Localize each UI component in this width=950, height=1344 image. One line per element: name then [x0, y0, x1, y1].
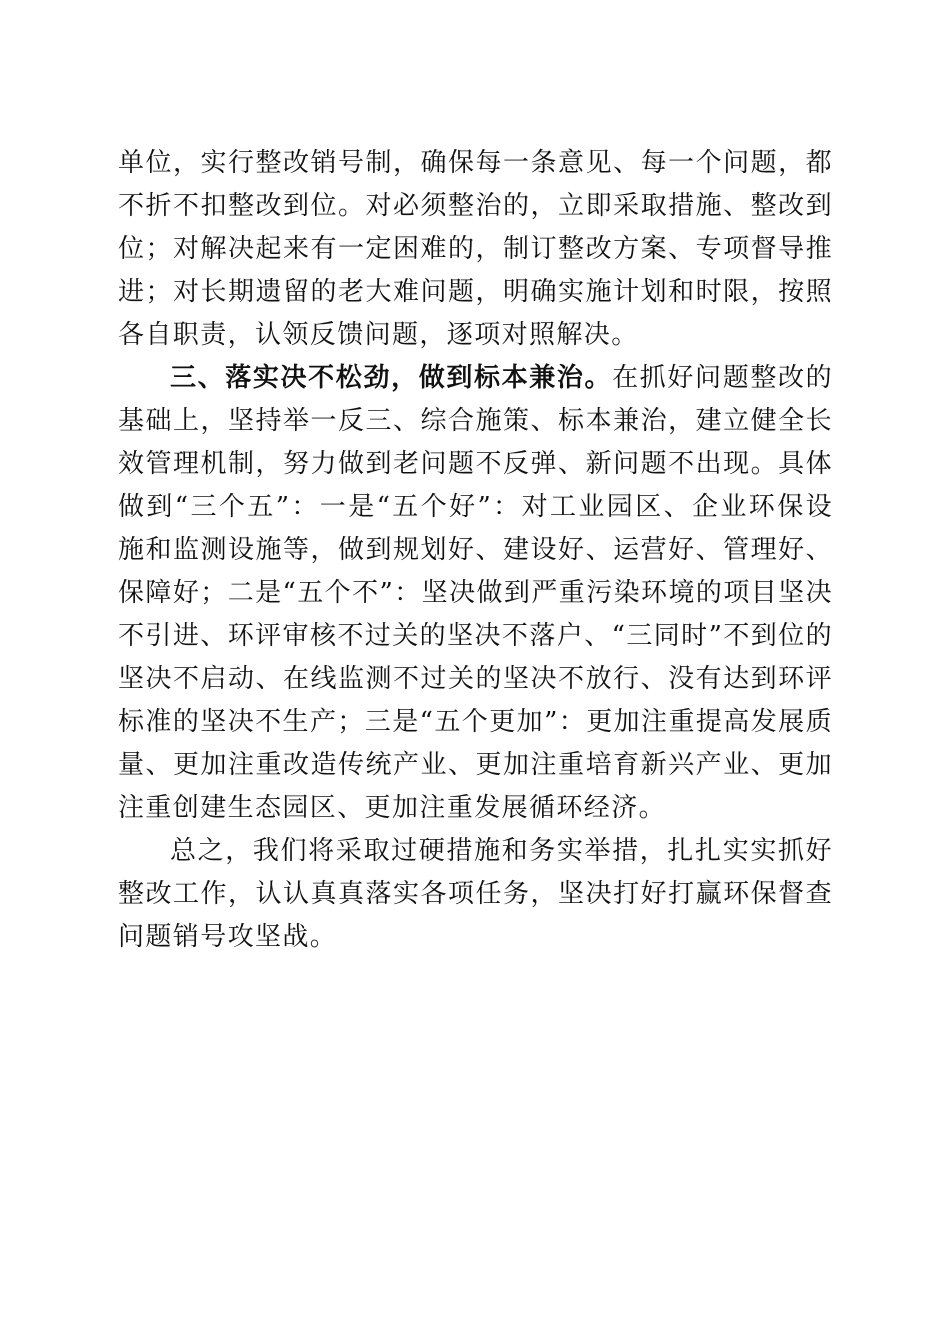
section-three-body: 在抓好问题整改的基础上，坚持举一反三、综合施策、标本兼治，建立健全长效管理机制，努力做到老问题不反弹、新问题不出现。具体做到“三个五”：一是“五个好”：对工业园区、企业环保设施和监测设施等，做到规划好、建设好、运营好、管理好、保障好；二是“五个不”：坚决做到严重污染环境的项目坚决不引进、环评审核不过关的坚决不落户、“三同时”不到位的坚决不启动、在线监测不过关的坚决不放行、没有达到环评标准的坚决不生产；三是“五个更加”：更加注重提高发展质量、更加注重改造传统产业、更加注重培育新兴产业、更加注重创建生态园区、更加注重发展循环经济。 [118, 363, 833, 823]
paragraph-continuation: 单位，实行整改销号制，确保每一条意见、每一个问题，都不折不扣整改到位。对必须整治的，立即采取措施、整改到位；对解决起来有一定困难的，制订整改方案、专项督导推进；对长期遗留的老大难问题，明确实施计划和时限，按照各自职责，认领反馈问题，逐项对照解决。 [118, 148, 833, 350]
document-body [118, 142, 833, 959]
paragraph-conclusion: 总之，我们将采取过硬措施和务实举措，扎扎实实抓好整改工作，认认真真落实各项任务，坚决打好打赢环保督查问题销号攻坚战。 [118, 836, 833, 952]
section-heading: 三、落实决不松劲，做到标本兼治。 [170, 363, 613, 393]
paragraph-section-three [118, 357, 833, 830]
